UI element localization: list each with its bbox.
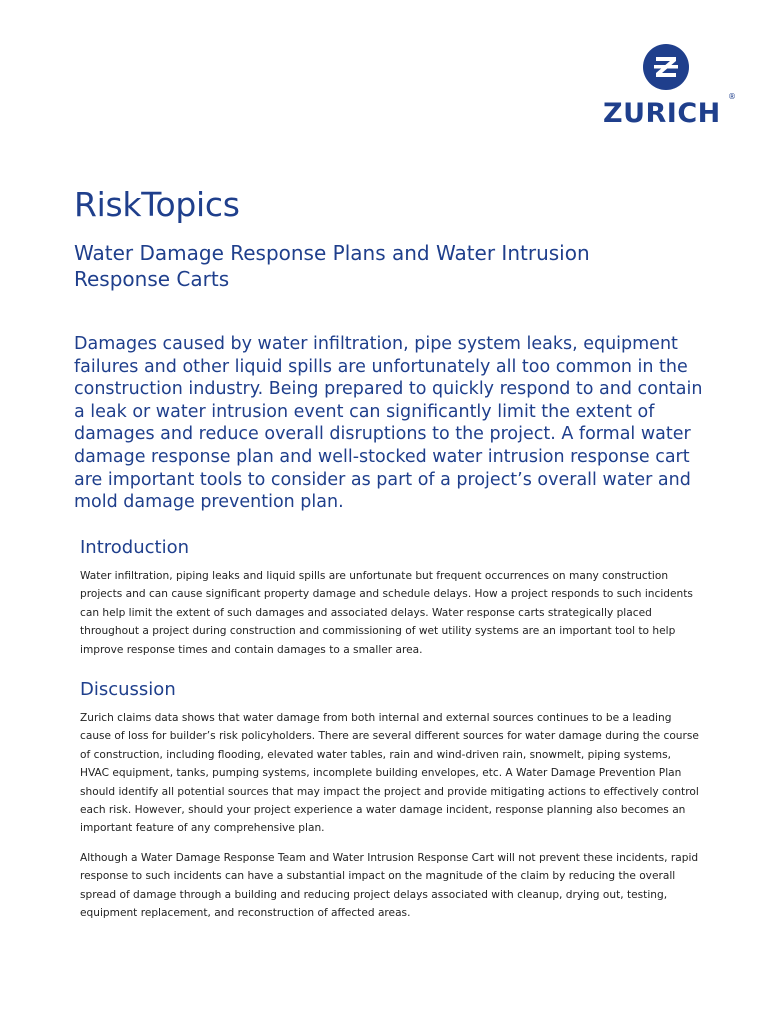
section-heading-discussion: Discussion (80, 679, 176, 700)
discussion-paragraph-2: Although a Water Damage Response Team and Water Intrusion Response Cart will not prevent these incidents, rapid response to such incidents can have a substantial impact on the magnitude of the claim by reducing the overall spread of damage through a building and reducing project delays associated with cleanup, drying out, testing, equipment replacement, and reconstruction of affected areas. (80, 852, 699, 920)
section-heading-introduction: Introduction (80, 537, 190, 558)
introduction-paragraph: Water infiltration, piping leaks and liquid spills are unfortunate but frequent occurrences on many construction projects and can cause significant property damage and schedule delays. How a project responds to such incidents can help limit the extent of such damages and associated delays. Water response carts strategically placed throughout a project during construction and commissioning of wet utility systems are an important tool to help improve response times and contain damages to a smaller area. (80, 570, 693, 656)
zurich-logo (601, 40, 741, 130)
lead-paragraph: Damages caused by water infiltration, pipe system leaks, equipment failures and other liquid spills are unfortunately all too common in the construction industry. Being prepared to quickly respond to and contain a leak or water intrusion event can significantly limit the extent of damages and reduce overall disruptions to the project. A formal water damage response plan and well-stocked water intrusion response cart are important tools to consider as part of a project’s overall water and mold damage prevention plan. (74, 334, 703, 513)
document-title: Water Damage Response Plans and Water Intrusion Response Carts (74, 241, 590, 291)
series-title: RiskTopics (74, 185, 240, 224)
zurich-logo-icon (641, 42, 691, 92)
discussion-paragraph-1: Zurich claims data shows that water damage from both internal and external sources continues to be a leading cause of loss for builder’s risk policyholders. There are several different sources for water damage during the course of construction, including flooding, elevated water tables, rain and wind-driven rain, snowmelt, piping systems, HVAC equipment, tanks, pumping systems, incomplete building envelopes, etc. A Water Damage Prevention Plan should identify all potential sources that may impact the project and provide mitigating actions to effectively control each risk. However, should your project experience a water damage incident, response planning also becomes an important feature of any comprehensive plan. (80, 712, 699, 835)
brand-wordmark: ZURICH (603, 98, 721, 129)
registered-mark: ® (728, 92, 736, 101)
